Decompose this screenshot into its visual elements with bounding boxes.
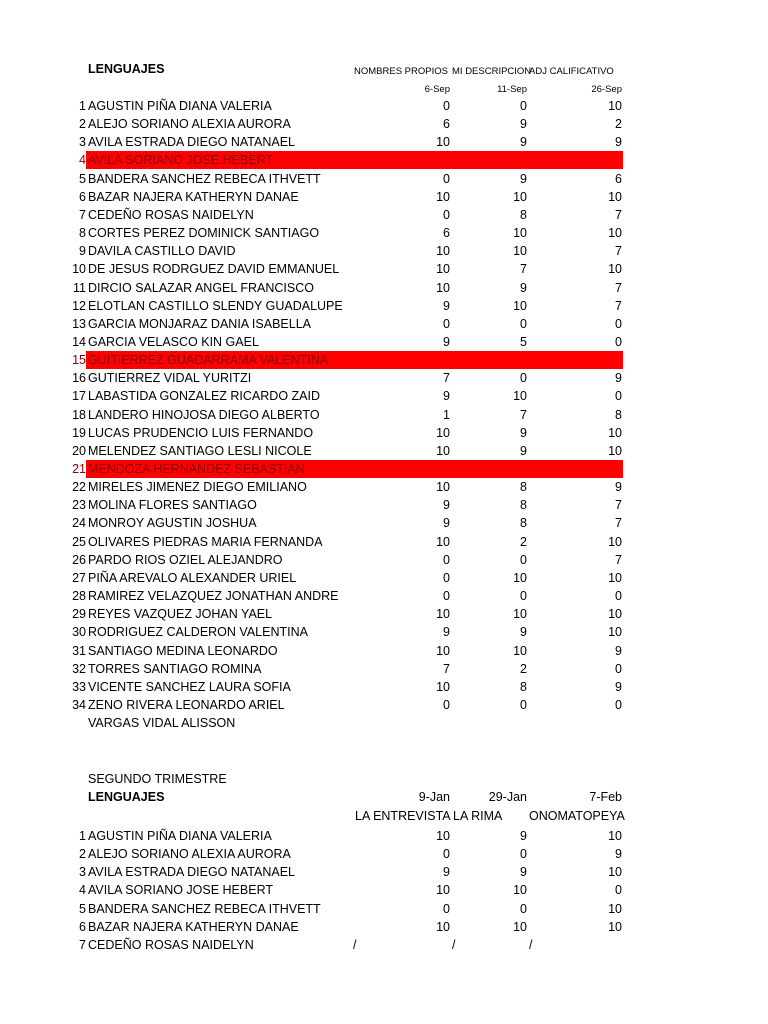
- score-cell: 10: [436, 189, 450, 204]
- score-cell: 0: [615, 697, 622, 712]
- row-number: 28: [72, 589, 86, 604]
- table-row: [0, 424, 768, 442]
- score-cell: 10: [436, 679, 450, 694]
- table-row: [0, 206, 768, 224]
- score-cell: /: [353, 937, 357, 952]
- score-cell: 0: [443, 171, 450, 186]
- table-row: [0, 496, 768, 514]
- score-cell: 7: [443, 371, 450, 386]
- student-name: DAVILA CASTILLO DAVID: [88, 244, 236, 259]
- score-cell: 0: [443, 589, 450, 604]
- score-cell: 0: [520, 99, 527, 113]
- student-name: CEDEÑO ROSAS NAIDELYN: [88, 937, 254, 952]
- table-row: [0, 297, 768, 315]
- score-cell: 1: [443, 407, 450, 422]
- student-name: DE JESUS RODRGUEZ DAVID EMMANUEL: [88, 262, 340, 277]
- score-cell: 2: [520, 534, 527, 549]
- row-number: 5: [79, 901, 86, 916]
- score-cell: 6: [443, 226, 450, 241]
- score-cell: 10: [608, 919, 622, 934]
- section2-title: LENGUAJES: [88, 790, 165, 804]
- score-cell: 0: [443, 847, 450, 862]
- row-number: 29: [72, 607, 86, 622]
- row-number: 22: [72, 480, 86, 495]
- score-cell: 7: [615, 552, 622, 567]
- score-cell: 7: [615, 207, 622, 222]
- score-cell: 10: [608, 865, 622, 880]
- student-name: RODRIGUEZ CALDERON VALENTINA: [88, 625, 308, 640]
- row-number: 31: [72, 643, 86, 658]
- date-header: 29-Jan: [488, 790, 527, 804]
- score-cell: 10: [513, 883, 527, 898]
- student-name: RAMIREZ VELAZQUEZ JONATHAN ANDRE: [88, 589, 339, 604]
- score-cell: 9: [443, 334, 450, 349]
- row-number: 15: [72, 353, 86, 368]
- score-cell: 9: [615, 135, 622, 150]
- score-cell: 10: [513, 389, 527, 404]
- row-number: 20: [72, 443, 86, 458]
- score-cell: 9: [520, 425, 527, 440]
- score-cell: 10: [513, 607, 527, 622]
- score-cell: 10: [608, 901, 622, 916]
- table-row: [0, 845, 768, 863]
- row-number: 24: [72, 516, 86, 531]
- table-row: [0, 642, 768, 660]
- row-number: 26: [72, 552, 86, 567]
- score-cell: 0: [520, 552, 527, 567]
- date-header: 11-Sep: [497, 84, 527, 95]
- score-cell: 0: [443, 901, 450, 916]
- score-cell: 0: [520, 371, 527, 386]
- student-name: DIRCIO SALAZAR ANGEL FRANCISCO: [88, 280, 314, 295]
- row-number: 34: [72, 697, 86, 712]
- score-cell: 10: [436, 919, 450, 934]
- score-cell: 8: [520, 498, 527, 513]
- student-name: BAZAR NAJERA KATHERYN DANAE: [88, 919, 299, 934]
- score-cell: 9: [520, 117, 527, 132]
- table-row: [0, 918, 768, 936]
- table-row: [0, 696, 768, 714]
- row-number: 27: [72, 570, 86, 585]
- table-row: [0, 442, 768, 460]
- date-header: 9-Jan: [418, 790, 450, 804]
- score-cell: 9: [615, 643, 622, 658]
- score-cell: 2: [615, 117, 622, 132]
- score-cell: 7: [520, 262, 527, 277]
- score-cell: 9: [520, 280, 527, 295]
- score-cell: 10: [608, 189, 622, 204]
- row-number: 2: [79, 117, 86, 132]
- student-name: REYES VAZQUEZ JOHAN YAEL: [88, 607, 273, 622]
- row-number: 25: [72, 534, 86, 549]
- score-cell: 7: [615, 244, 622, 259]
- date-header: 6-Sep: [424, 84, 450, 95]
- score-cell: 5: [520, 334, 527, 349]
- student-name: MONROY AGUSTIN JOSHUA: [88, 516, 257, 531]
- score-cell: 10: [513, 244, 527, 259]
- score-cell: 10: [436, 443, 450, 458]
- score-cell: 9: [520, 625, 527, 640]
- student-name: MENDOZA HERNANDEZ SEBASTIAN: [88, 462, 305, 476]
- student-name: PIÑA AREVALO ALEXANDER URIEL: [88, 570, 297, 585]
- row-number: 21: [72, 462, 86, 476]
- score-cell: 2: [520, 661, 527, 676]
- score-cell: 10: [513, 643, 527, 658]
- student-name: MOLINA FLORES SANTIAGO: [88, 498, 257, 513]
- score-cell: 6: [615, 171, 622, 186]
- student-name: AVILA SORIANO JOSE HEBERT: [88, 153, 274, 168]
- score-cell: 10: [436, 262, 450, 277]
- table-row: [0, 97, 768, 115]
- table-row: [0, 881, 768, 899]
- score-cell: 10: [608, 425, 622, 440]
- score-cell: 9: [443, 298, 450, 313]
- table-row: [0, 605, 768, 623]
- score-cell: 8: [520, 679, 527, 694]
- student-name: ALEJO SORIANO ALEXIA AURORA: [88, 117, 291, 132]
- score-cell: 0: [615, 334, 622, 349]
- score-cell: 9: [443, 625, 450, 640]
- table-row: [0, 514, 768, 532]
- score-cell: 7: [615, 516, 622, 531]
- row-number: 1: [79, 829, 86, 843]
- col-title-la-rima: LA RIMA: [453, 809, 503, 823]
- row-number: 5: [79, 171, 86, 186]
- score-cell: 9: [443, 516, 450, 531]
- score-cell: 0: [615, 883, 622, 898]
- score-cell: 7: [615, 498, 622, 513]
- score-cell: 10: [513, 189, 527, 204]
- table-row: [0, 460, 768, 478]
- table-row: [0, 224, 768, 242]
- table-row: [0, 714, 768, 732]
- score-cell: 10: [608, 625, 622, 640]
- student-name: LABASTIDA GONZALEZ RICARDO ZAID: [88, 389, 320, 404]
- table-row: [0, 569, 768, 587]
- score-cell: 9: [615, 371, 622, 386]
- score-cell: 7: [615, 298, 622, 313]
- score-cell: 10: [436, 280, 450, 295]
- row-number: 1: [79, 99, 86, 113]
- table-row: [0, 279, 768, 297]
- score-cell: 0: [615, 661, 622, 676]
- table-row: [0, 170, 768, 188]
- row-number: 11: [73, 280, 86, 295]
- score-cell: 0: [443, 207, 450, 222]
- student-name: PARDO RIOS OZIEL ALEJANDRO: [88, 552, 283, 567]
- col-title-onomatopeya: ONOMATOPEYA: [529, 809, 625, 823]
- student-name: LANDERO HINOJOSA DIEGO ALBERTO: [88, 407, 320, 422]
- student-name: ELOTLAN CASTILLO SLENDY GUADALUPE: [88, 298, 343, 313]
- student-name: GARCIA VELASCO KIN GAEL: [88, 334, 259, 349]
- score-cell: /: [452, 937, 456, 952]
- score-cell: 9: [520, 865, 527, 880]
- score-cell: 8: [520, 516, 527, 531]
- score-cell: 10: [436, 534, 450, 549]
- row-number: 12: [72, 298, 86, 313]
- score-cell: 10: [608, 607, 622, 622]
- score-cell: 10: [513, 919, 527, 934]
- date-header: 26-Sep: [591, 84, 622, 95]
- student-name: BANDERA SANCHEZ REBECA ITHVETT: [88, 901, 321, 916]
- score-cell: 0: [615, 589, 622, 604]
- score-cell: /: [529, 937, 533, 952]
- score-cell: 0: [443, 552, 450, 567]
- score-cell: 0: [615, 389, 622, 404]
- table-row: [0, 387, 768, 405]
- row-number: 7: [79, 207, 86, 222]
- score-cell: 7: [443, 661, 450, 676]
- student-name: AGUSTIN PIÑA DIANA VALERIA: [88, 99, 272, 113]
- score-cell: 10: [436, 643, 450, 658]
- score-cell: 10: [608, 570, 622, 585]
- score-cell: 10: [608, 226, 622, 241]
- student-name: AGUSTIN PIÑA DIANA VALERIA: [88, 829, 272, 843]
- row-number: 4: [79, 153, 86, 168]
- row-number: 6: [79, 919, 86, 934]
- row-number: 17: [72, 389, 86, 404]
- score-cell: 0: [520, 847, 527, 862]
- student-name: MIRELES JIMENEZ DIEGO EMILIANO: [88, 480, 307, 495]
- row-number: 33: [72, 679, 86, 694]
- student-name: OLIVARES PIEDRAS MARIA FERNANDA: [88, 534, 323, 549]
- student-name: MELENDEZ SANTIAGO LESLI NICOLE: [88, 443, 312, 458]
- student-name: TORRES SANTIAGO ROMINA: [88, 661, 262, 676]
- row-number: 6: [79, 189, 86, 204]
- table-row: [0, 587, 768, 605]
- row-number: 19: [72, 425, 86, 440]
- score-cell: 10: [436, 135, 450, 150]
- table-row: [0, 936, 768, 954]
- score-cell: 9: [615, 480, 622, 495]
- row-number: 32: [72, 661, 86, 676]
- table-row: [0, 315, 768, 333]
- score-cell: 0: [520, 316, 527, 331]
- score-cell: 10: [436, 607, 450, 622]
- score-cell: 10: [608, 534, 622, 549]
- row-number: 16: [72, 371, 86, 386]
- table-row: [0, 260, 768, 278]
- table-row: [0, 333, 768, 351]
- score-cell: 10: [436, 883, 450, 898]
- table-row: [0, 623, 768, 641]
- table-row: [0, 551, 768, 569]
- score-cell: 10: [436, 829, 450, 843]
- section2-heading: SEGUNDO TRIMESTRE: [88, 772, 227, 786]
- score-cell: 9: [615, 679, 622, 694]
- row-number: 23: [72, 498, 86, 513]
- score-cell: 8: [520, 207, 527, 222]
- row-number: 7: [79, 937, 86, 952]
- score-cell: 10: [608, 99, 622, 113]
- table-row: [0, 151, 768, 169]
- score-cell: 9: [443, 389, 450, 404]
- score-cell: 10: [608, 443, 622, 458]
- row-number: 3: [79, 865, 86, 880]
- score-cell: 0: [443, 316, 450, 331]
- row-number: 4: [79, 883, 86, 898]
- score-cell: 0: [443, 99, 450, 113]
- score-cell: 9: [520, 443, 527, 458]
- student-name: BAZAR NAJERA KATHERYN DANAE: [88, 189, 299, 204]
- section1-title: LENGUAJES: [88, 62, 165, 76]
- col-title-mi-descripcion: MI DESCRIPCION: [452, 66, 532, 77]
- row-number: 10: [72, 262, 86, 277]
- score-cell: 9: [443, 498, 450, 513]
- score-cell: 10: [436, 244, 450, 259]
- score-cell: 0: [443, 570, 450, 585]
- score-cell: 7: [520, 407, 527, 422]
- score-cell: 0: [615, 316, 622, 331]
- score-cell: 0: [520, 901, 527, 916]
- table-row: [0, 660, 768, 678]
- student-name: VARGAS VIDAL ALISSON: [88, 716, 236, 731]
- score-cell: 8: [520, 480, 527, 495]
- score-cell: 9: [520, 135, 527, 150]
- score-cell: 0: [520, 589, 527, 604]
- table-row: [0, 133, 768, 151]
- row-number: 13: [72, 316, 86, 331]
- student-name: GUTIERREZ VIDAL YURITZI: [88, 371, 252, 386]
- col-title-nombres-propios: NOMBRES PROPIOS: [354, 66, 448, 77]
- score-cell: 10: [436, 480, 450, 495]
- student-name: CORTES PEREZ DOMINICK SANTIAGO: [88, 226, 320, 241]
- score-cell: 10: [513, 570, 527, 585]
- student-name: ALEJO SORIANO ALEXIA AURORA: [88, 847, 291, 862]
- score-cell: 10: [608, 829, 622, 843]
- table-row: [0, 369, 768, 387]
- student-name: GUITIERREZ GUADARRAMA VALENTINA: [88, 353, 329, 368]
- table-row: [0, 478, 768, 496]
- row-number: 18: [72, 407, 86, 422]
- row-number: 9: [79, 244, 86, 259]
- score-cell: 7: [615, 280, 622, 295]
- score-cell: 9: [443, 865, 450, 880]
- col-title-adj-calificativo: ADJ CALIFICATIVO: [529, 66, 614, 77]
- student-name: LUCAS PRUDENCIO LUIS FERNANDO: [88, 425, 314, 440]
- table-row: [0, 827, 768, 845]
- student-name: GARCIA MONJARAZ DANIA ISABELLA: [88, 316, 311, 331]
- score-cell: 9: [520, 171, 527, 186]
- student-name: AVILA ESTRADA DIEGO NATANAEL: [88, 135, 296, 150]
- student-name: BANDERA SANCHEZ REBECA ITHVETT: [88, 171, 321, 186]
- col-title-la-entrevista: LA ENTREVISTA: [355, 809, 451, 823]
- score-cell: 9: [520, 829, 527, 843]
- student-name: AVILA SORIANO JOSE HEBERT: [88, 883, 274, 898]
- table-row: [0, 115, 768, 133]
- student-name: ZENO RIVERA LEONARDO ARIEL: [88, 697, 285, 712]
- table-row: [0, 188, 768, 206]
- score-cell: 10: [513, 298, 527, 313]
- table-row: [0, 863, 768, 881]
- student-name: SANTIAGO MEDINA LEONARDO: [88, 643, 278, 658]
- student-name: AVILA ESTRADA DIEGO NATANAEL: [88, 865, 296, 880]
- score-cell: 8: [615, 407, 622, 422]
- score-cell: 10: [513, 226, 527, 241]
- row-number: 3: [79, 135, 86, 150]
- score-cell: 0: [520, 697, 527, 712]
- table-row: [0, 678, 768, 696]
- table-row: [0, 406, 768, 424]
- row-number: 14: [72, 334, 86, 349]
- date-header: 7-Feb: [589, 790, 622, 804]
- student-name: CEDEÑO ROSAS NAIDELYN: [88, 207, 254, 222]
- row-number: 30: [72, 625, 86, 640]
- score-cell: 10: [608, 262, 622, 277]
- table-row: [0, 242, 768, 260]
- score-cell: 10: [436, 425, 450, 440]
- score-cell: 0: [443, 697, 450, 712]
- table-row: [0, 351, 768, 369]
- score-cell: 6: [443, 117, 450, 132]
- row-number: 2: [79, 847, 86, 862]
- table-row: [0, 900, 768, 918]
- row-number: 8: [79, 226, 86, 241]
- score-cell: 9: [615, 847, 622, 862]
- table-row: [0, 533, 768, 551]
- student-name: VICENTE SANCHEZ LAURA SOFIA: [88, 679, 291, 694]
